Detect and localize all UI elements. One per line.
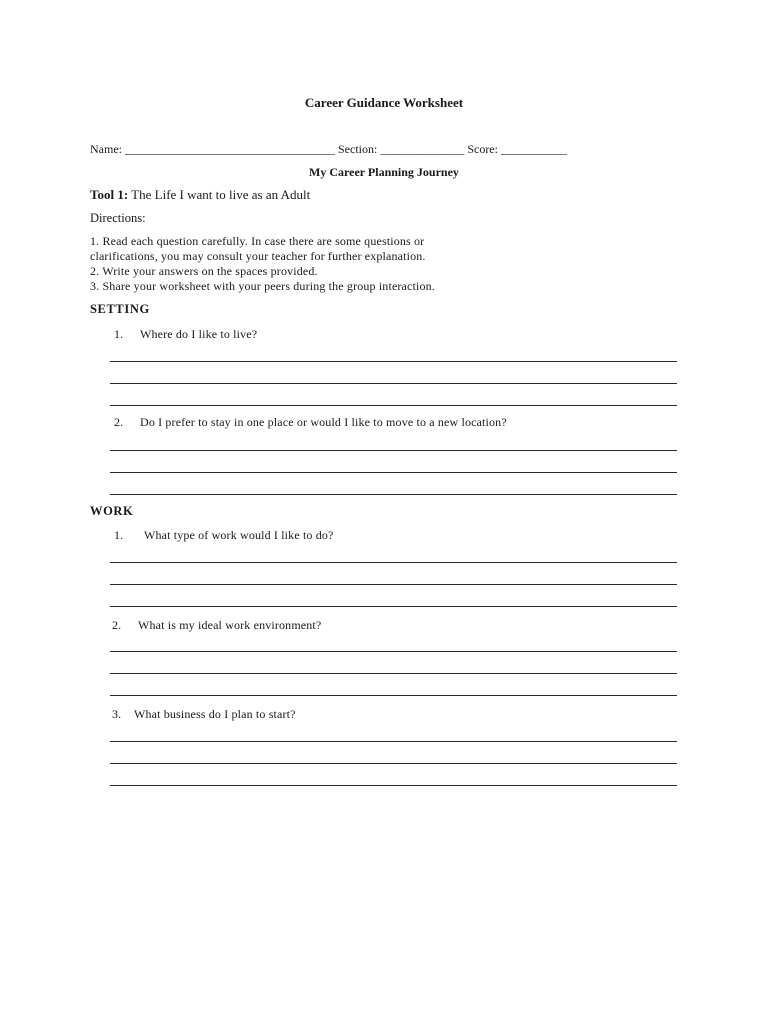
answer-line[interactable]: [110, 673, 677, 674]
answer-line[interactable]: [110, 695, 677, 696]
section-heading-work: WORK: [90, 504, 134, 518]
work-q2-text: What is my ideal work environment?: [138, 618, 322, 632]
answer-line[interactable]: [110, 472, 677, 473]
direction-line-1: 1. Read each question carefully. In case there are some questions or: [90, 234, 425, 248]
work-q1-number: 1.: [114, 528, 124, 542]
tool-label: Tool 1:: [90, 187, 129, 202]
answer-line[interactable]: [110, 361, 677, 362]
answer-line[interactable]: [110, 450, 677, 451]
worksheet-title: Career Guidance Worksheet: [304, 95, 464, 110]
answer-line[interactable]: [110, 562, 677, 563]
worksheet-subtitle: My Career Planning Journey: [309, 165, 459, 179]
tool-heading: [90, 187, 310, 203]
answer-line[interactable]: [110, 763, 677, 764]
answer-line[interactable]: [110, 584, 677, 585]
answer-line[interactable]: [110, 651, 677, 652]
answer-line[interactable]: [110, 785, 677, 786]
tool-text: The Life I want to live as an Adult: [128, 187, 311, 202]
setting-q1-text: Where do I like to live?: [140, 327, 258, 341]
work-q3-text: What business do I plan to start?: [134, 707, 296, 721]
name-section-score-row: Name: ___________________________________ Section: ______________ Score: ___________: [90, 142, 567, 156]
answer-line[interactable]: [110, 405, 677, 406]
direction-line-2: clarifications, you may consult your teacher for further explanation.: [90, 249, 426, 263]
work-q1-text: What type of work would I like to do?: [144, 528, 334, 542]
direction-line-3: 2. Write your answers on the spaces provided.: [90, 264, 318, 278]
answer-line[interactable]: [110, 383, 677, 384]
answer-line[interactable]: [110, 494, 677, 495]
setting-q2-text: Do I prefer to stay in one place or would I like to move to a new location?: [140, 415, 507, 429]
setting-q2-number: 2.: [114, 415, 124, 429]
setting-q1-number: 1.: [114, 327, 124, 341]
answer-line[interactable]: [110, 606, 677, 607]
section-heading-setting: SETTING: [90, 302, 150, 316]
work-q3-number: 3.: [112, 707, 122, 721]
answer-line[interactable]: [110, 741, 677, 742]
direction-line-4: 3. Share your worksheet with your peers during the group interaction.: [90, 279, 435, 293]
directions-label: Directions:: [90, 211, 146, 225]
work-q2-number: 2.: [112, 618, 122, 632]
